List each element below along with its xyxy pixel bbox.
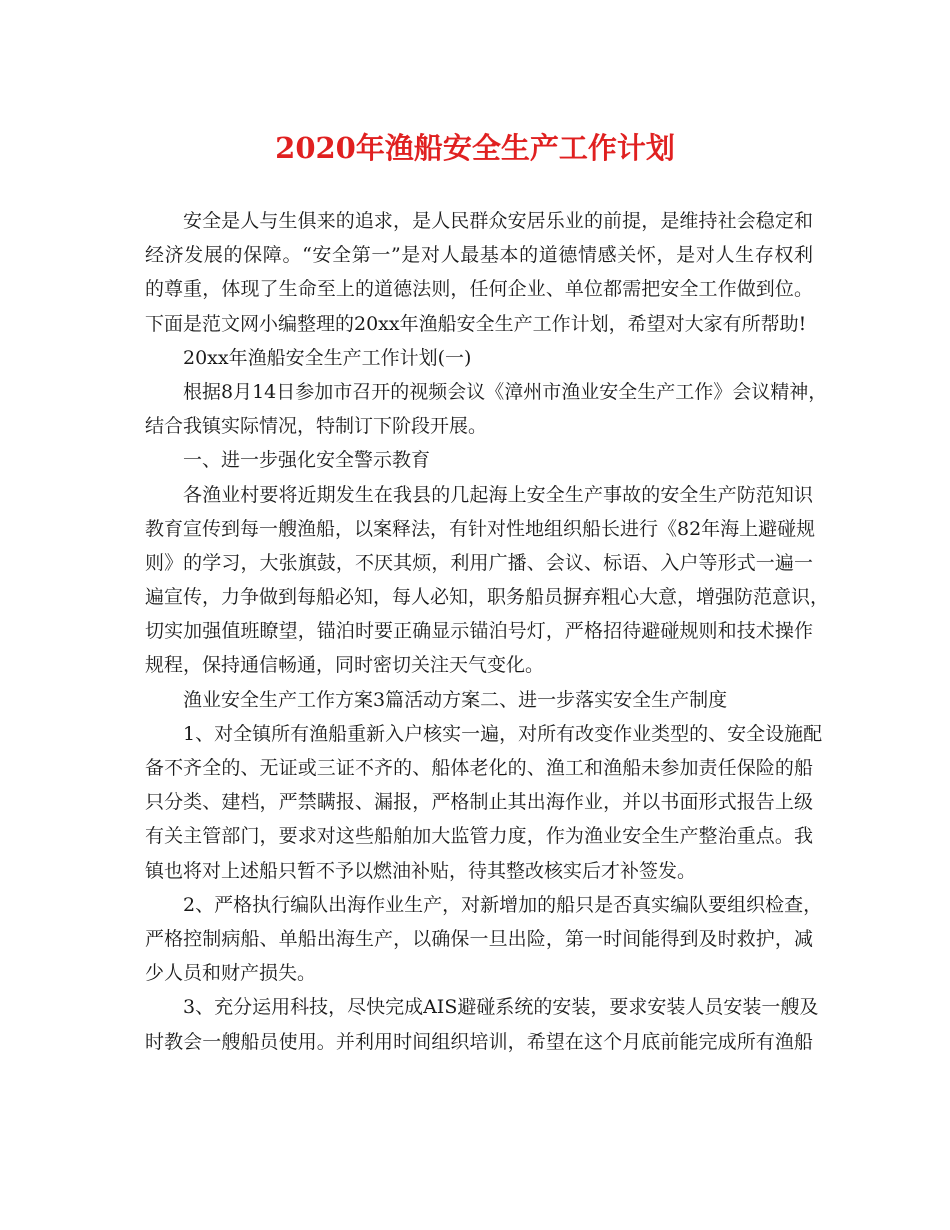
text-line: 结合我镇实际情况，特制订下阶段开展。 (145, 415, 488, 438)
text-line: 3、充分运用科技，尽快完成AIS避碰系统的安装，要求安装人员安装一艘及 (183, 996, 819, 1019)
text-line: 规程，保持通信畅通，同时密切关注天气变化。 (145, 654, 545, 677)
text-line: 各渔业村要将近期发生在我县的几起海上安全生产事故的安全生产防范知识 (183, 483, 813, 506)
text-line: 下面是范文网小编整理的20xx年渔船安全生产工作计划，希望对大家有所帮助! (145, 312, 807, 335)
text-line: 20xx年渔船安全生产工作计划(一) (183, 346, 472, 369)
text-line: 遍宣传，力争做到每船必知，每人必知，职务船员摒弃粗心大意，增强防范意识， (145, 586, 830, 609)
text-line: 时教会一艘船员使用。并利用时间组织培训，希望在这个月底前能完成所有渔船 (145, 1030, 813, 1053)
text-line: 安全是人与生俱来的追求，是人民群众安居乐业的前提，是维持社会稳定和 (183, 210, 813, 232)
text-line: 少人员和财产损失。 (145, 962, 317, 985)
text-line: 2、严格执行编队出海作业生产，对新增加的船只是否真实编队要组织检查， (183, 893, 823, 916)
text-line: 切实加强值班瞭望，锚泊时要正确显示锚泊号灯，严格招待避碰规则和技术操作 (145, 620, 813, 643)
text-line: 严格控制病船、单船出海生产，以确保一旦出险，第一时间能得到及时救护，减 (145, 927, 813, 950)
text-line: 有关主管部门，要求对这些船舶加大监管力度，作为渔业安全生产整治重点。我 (145, 825, 813, 848)
text-line: 的尊重，体现了生命至上的道德法则，任何企业、单位都需把安全工作做到位。 (145, 278, 813, 301)
text-line: 渔业安全生产工作方案3篇活动方案二、进一步落实安全生产制度 (183, 688, 728, 711)
text-line: 只分类、建档，严禁瞒报、漏报，严格制止其出海作业，并以书面形式报告上级 (145, 791, 813, 814)
text-line: 1、对全镇所有渔船重新入户核实一遍，对所有改变作业类型的、安全设施配 (183, 722, 823, 745)
text-line: 镇也将对上述船只暂不予以燃油补贴，待其整改核实后才补签发。 (145, 859, 697, 882)
text-line: 一、进一步强化安全警示教育 (183, 449, 431, 472)
text-line: 教育宣传到每一艘渔船，以案释法，有针对性地组织船长进行《82年海上避碰规 (145, 517, 816, 540)
document-title: 2020年渔船安全生产工作计划 (275, 131, 675, 165)
text-line: 则》的学习，大张旗鼓，不厌其烦，利用广播、会议、标语、入户等形式一遍一 (145, 551, 813, 574)
document-body (145, 204, 830, 1059)
text-line: 备不齐全的、无证或三证不齐的、船体老化的、渔工和渔船未参加责任保险的船 (145, 757, 813, 779)
text-line: 根据8月14日参加市召开的视频会议《漳州市渔业安全生产工作》会议精神， (183, 380, 828, 403)
text-line: 经济发展的保障。“安全第一”是对人最基本的道德情感关怀，是对人生存权利 (145, 244, 813, 267)
